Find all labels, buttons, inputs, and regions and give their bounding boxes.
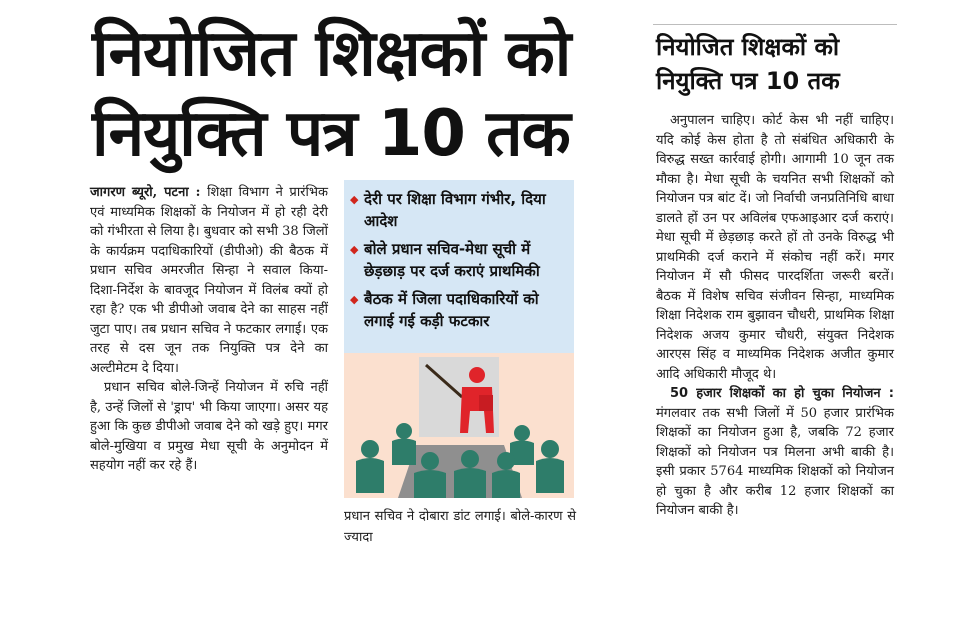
main-headline-line2: नियुक्ति पत्र 10 तक <box>92 97 570 171</box>
right-headline-line1: नियोजित शिक्षकों को <box>656 33 840 61</box>
column-rule <box>653 24 897 25</box>
right-article-column <box>656 111 894 521</box>
highlights-box <box>344 180 574 353</box>
right-paragraph-1: अनुपालन चाहिए। कोर्ट केस भी नहीं चाहिए। यदि कोई केस होता है तो संबंधित अधिकारी के विरुद्ध सख्त कार्रवाई होगी। आगामी 10 जून तक मौका है। मेधा सूची के चयनित सभी शिक्षकों को नियोजन पत्र बांट दें। जो निर्वाची जनप्रतिनिधि बाधा डालते हों उन पर अविलंब एफआइआर दर्ज कराएं। मेधा सूची में छेड़छाड़ करते हों तो उनके विरुद्ध भी प्राथमिकी दर्ज कराने में संकोच नहीं करें। मगर नियोजन में सौ फीसद पारदर्शिता जरूरी बरतें। बैठक में विशेष सचिव संजीवन सिन्हा, माध्यमिक शिक्षा निदेशक राम बुझावन चौधरी, प्राथमिक शिक्षा निदेशक अजय कुमार चौधरी, संयुक्त निदेशक आरएस सिंह व माध्यमिक निदेशक अजीत कुमार आदि अधिकारी मौजूद थे। <box>656 113 894 382</box>
diamond-bullet-icon: ◆ <box>350 293 359 306</box>
left-paragraph-2: प्रधान सचिव बोले-जिन्हें नियोजन में रुचि नहीं है, उन्हें जिलों से 'ड्राप' भी किया जाएगा। असर यह हुआ कि कुछ डीपीओ जवाब देने को खड़े हुए। मगर बोले-मुखिया व प्रमुख मेधा सूची के अनुमोदन में सहयोग नहीं कर रहे हैं। <box>90 380 328 473</box>
highlight-text: बैठक में जिला पदाधिकारियों को लगाई गई कड़ी फटकार <box>364 290 539 330</box>
left-paragraph-1 <box>90 183 328 378</box>
presenter-head <box>469 367 485 383</box>
right-paragraph-2-text: मंगलवार तक सभी जिलों में 50 हजार प्रारंभिक शिक्षकों का नियोजन हुआ है, जबकि 72 हजार शिक्षकों को नियोजन पत्र मिलना अभी बाकी है। इसी प्रकार 5764 माध्यमिक शिक्षकों को नियोजन हो चुका है और करीब 12 हजार शिक्षकों का नियोजन बाकी है। <box>656 405 894 518</box>
left-paragraph-1-text: शिक्षा विभाग ने प्रारंभिक एवं माध्यमिक शिक्षकों के नियोजन में हो रही देरी को गंभीरता से लिया है। बुधवार को सभी 38 जिलों के कार्यक्रम पदाधिकारियों (डीपीओ) की बैठक में प्रधान सचिव अमरजीत सिन्हा ने सवाल किया-दिशा-निर्देश के बावजूद नियोजन में विलंब क्यों हो रहा है? एक भी डीपीओ जवाब देने का साहस नहीं जुटा पाए। तब प्रधान सचिव ने फटकार लगाई। एक तरह से दस जून तक नियुक्ति पत्र देने का अल्टीमेटम दे दिया। <box>90 185 328 376</box>
diamond-bullet-icon: ◆ <box>350 193 359 206</box>
right-paragraph-2 <box>656 384 894 521</box>
right-headline-line2: नियुक्ति पत्र 10 तक <box>656 67 840 95</box>
meeting-illustration <box>344 353 574 498</box>
highlight-text: देरी पर शिक्षा विभाग गंभीर, दिया आदेश <box>364 190 546 230</box>
byline: जागरण ब्यूरो, पटना : <box>90 185 201 200</box>
audience-front <box>414 450 520 498</box>
highlight-item <box>350 288 568 332</box>
main-headline-line1: नियोजित शिक्षकों को <box>92 17 571 91</box>
photo-caption: प्रधान सचिव ने दोबारा डांट लगाई। बोले-कारण से ज्यादा <box>344 509 576 545</box>
right-headline <box>656 30 896 98</box>
presenter-folder <box>479 395 493 411</box>
highlight-text: बोले प्रधान सचिव-मेधा सूची में छेड़छाड़ पर दर्ज कराएं प्राथमिकी <box>364 240 540 280</box>
highlight-item <box>350 238 568 282</box>
main-headline <box>92 14 612 174</box>
left-article-column <box>90 183 328 476</box>
highlight-item <box>350 188 568 232</box>
subheading: 50 हजार शिक्षकों का हो चुका नियोजन : <box>670 386 894 401</box>
diamond-bullet-icon: ◆ <box>350 243 359 256</box>
